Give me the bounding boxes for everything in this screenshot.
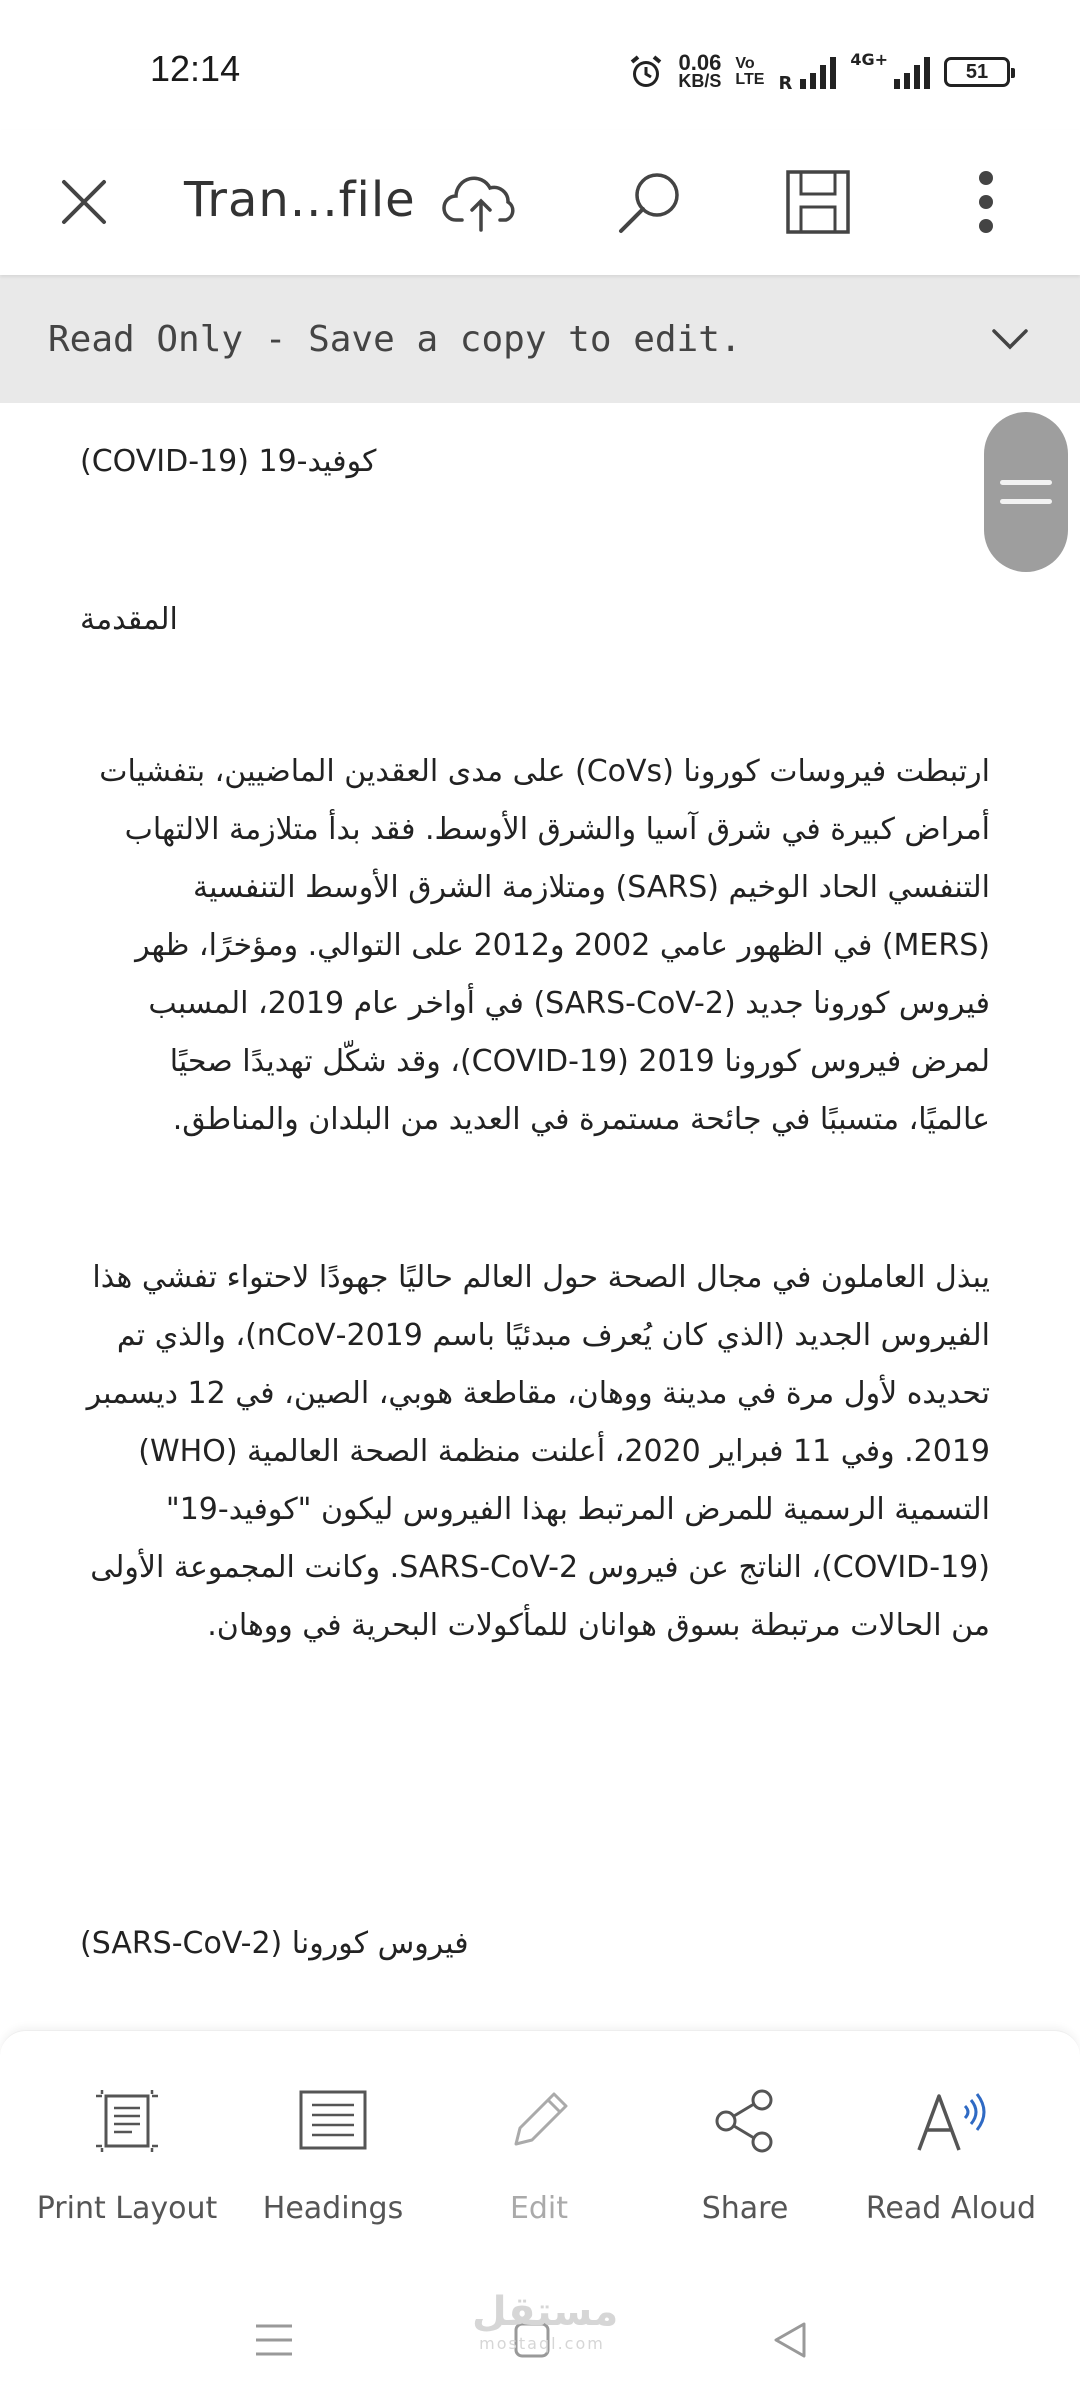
watermark [472,2289,619,2353]
headings-icon [298,2089,368,2153]
battery-level: 51 [965,60,989,83]
headings-button[interactable] [230,2081,436,2261]
edit-button[interactable] [436,2081,642,2261]
chevron-down-icon [990,327,1030,351]
status-bar [0,0,1080,130]
headings-label: Headings [262,2191,404,2226]
battery-icon [944,57,1010,87]
close-button[interactable] [34,152,134,252]
signal-bars-1-icon [800,55,836,89]
save-button[interactable] [768,152,868,252]
watermark-arabic: مستقل [472,2289,619,2335]
edit-label: Edit [509,2191,569,2226]
more-vertical-icon [976,170,996,234]
share-button[interactable] [642,2081,848,2261]
search-button[interactable] [600,152,700,252]
print-layout-icon [92,2086,162,2156]
save-icon [785,169,851,235]
volte-indicator: Vo LTE [735,55,765,88]
heading-virus: فيروس كورونا (SARS-CoV-2) [80,1926,469,1961]
cloud-upload-icon [442,172,522,232]
read-aloud-label: Read Aloud [865,2191,1037,2226]
net-speed: 0.06 KB/S [678,50,722,91]
print-layout-button[interactable] [24,2081,230,2261]
scroll-thumb[interactable] [984,412,1068,572]
pencil-icon [504,2086,574,2156]
heading-introduction: المقدمة [80,602,178,637]
close-icon [59,177,109,227]
status-time: 12:14 [150,48,241,89]
recent-apps-button[interactable] [234,2302,314,2378]
menu-icon [254,2322,294,2358]
search-icon [615,167,685,237]
signal-bars-2-icon [894,55,930,89]
paragraph-2: يبذل العاملون في مجال الصحة حول العالم حاليًا جهودًا لاحتواء تفشي هذا الفيروس الجديد (الذي كان يُعرف مبدئيًا باسم 2019-nCoV)، والذي تم تحديده لأول مرة في مدينة ووهان، مقاطعة هوبي، الصين، في 12 ديسمبر 2019. وفي 11 فبراير 2020، أعلنت منظمة الصحة العالمية (WHO) التسمية الرسمية للمرض المرتبط بهذا الفيروس ليكون "كوفيد-19" (COVID-19)، الناتج عن فيروس SARS-CoV-2. وكانت المجموعة الأولى من الحالات مرتبطة بسوق هوانان للمأكولات البحرية في ووهان. [86,1260,990,1643]
read-aloud-icon [911,2086,991,2156]
status-icons [628,50,1010,94]
alarm-icon [628,54,664,90]
file-title[interactable]: Tran...file [184,172,416,228]
roaming-indicator: R [778,73,793,94]
bottom-action-bar [0,2030,1080,2280]
share-label: Share [701,2191,789,2226]
back-button[interactable] [750,2302,830,2378]
share-icon [710,2086,780,2156]
back-triangle-icon [770,2320,810,2360]
app-toolbar [0,130,1080,275]
print-layout-label: Print Layout [36,2191,218,2226]
read-aloud-button[interactable] [848,2081,1054,2261]
network-type: 4G+ [850,50,888,69]
paragraph-1: ارتبطت فيروسات كورونا (CoVs) على مدى العقدين الماضيين، بتفشيات أمراض كبيرة في شرق آسيا والشرق الأوسط. فقد بدأ متلازمة الالتهاب التنفسي الحاد الوخيم (SARS) ومتلازمة الشرق الأوسط التنفسية (MERS) في الظهور عامي 2002 و2012 على التوالي. ومؤخرًا، ظهر فيروس كورونا جديد (SARS-CoV-2) في أواخر عام 2019، المسبب لمرض فيروس كورونا 2019 (COVID-19)، وقد شكّل تهديدًا صحيًا عالميًا، متسببًا في جائحة مستمرة في العديد من البلدان والمناطق. [99,754,990,1137]
banner-text: Read Only - Save a copy to edit. [48,318,742,360]
upload-button[interactable] [432,152,532,252]
heading-covid: كوفيد-19 (COVID-19) [80,444,377,479]
more-options-button[interactable] [936,152,1036,252]
document-body[interactable] [80,403,990,2023]
read-only-banner[interactable] [0,275,1080,403]
banner-expand-button[interactable] [970,299,1050,379]
watermark-latin: mostaql.com [479,2334,605,2353]
